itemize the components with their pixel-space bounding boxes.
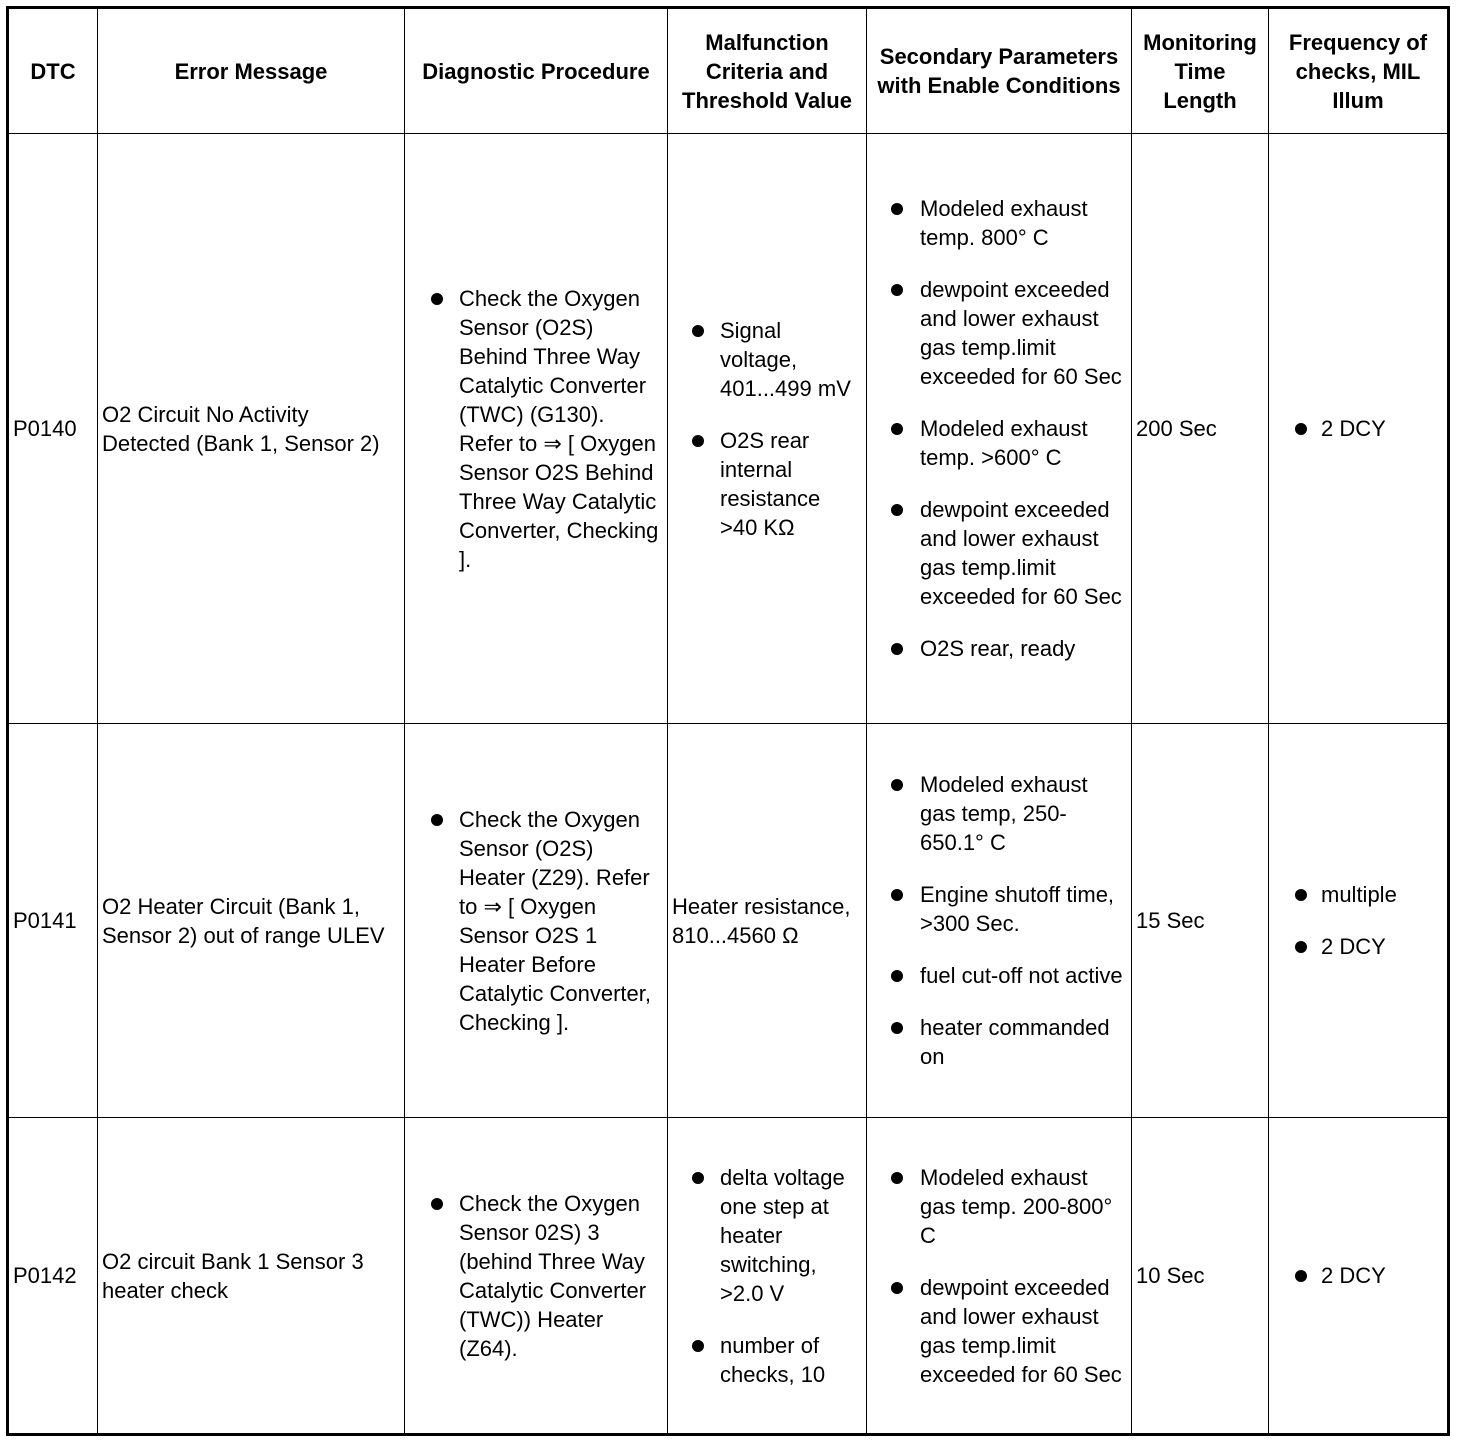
bullet-icon <box>891 423 903 435</box>
table-row <box>8 1118 1449 1435</box>
secondary-text: dewpoint exceeded and lower exhaust gas temp.limit exceeded for 60 Sec <box>920 1274 1122 1387</box>
frequency-cell <box>1269 134 1449 724</box>
secondary-item <box>871 194 1127 252</box>
table-wrapper <box>6 6 1450 1436</box>
bullet-icon <box>891 1282 903 1294</box>
frequency-cell <box>1269 724 1449 1118</box>
diagnostic-procedure-cell <box>405 1118 668 1435</box>
error-message: O2 Heater Circuit (Bank 1, Sensor 2) out of range ULEV <box>98 724 405 1118</box>
diagnostic-procedure-cell <box>405 134 668 724</box>
procedure-item <box>409 805 663 1037</box>
bullet-icon <box>891 779 903 791</box>
frequency-text: 2 DCY <box>1321 934 1386 959</box>
procedure-item <box>409 1189 663 1363</box>
secondary-text: heater commanded on <box>920 1015 1110 1069</box>
dtc-code: P0142 <box>8 1118 98 1435</box>
frequency-text: 2 DCY <box>1321 1263 1386 1288</box>
bullet-icon <box>431 1198 443 1210</box>
secondary-item <box>871 1163 1127 1250</box>
frequency-cell <box>1269 1118 1449 1435</box>
secondary-parameters-cell <box>867 1118 1132 1435</box>
bullet-icon <box>891 284 903 296</box>
bullet-icon <box>891 1022 903 1034</box>
secondary-parameters-cell <box>867 724 1132 1118</box>
secondary-text: dewpoint exceeded and lower exhaust gas temp.limit exceeded for 60 Sec <box>920 497 1122 609</box>
secondary-parameters-cell <box>867 134 1132 724</box>
bullet-icon <box>692 435 704 447</box>
secondary-item <box>871 770 1127 857</box>
secondary-text: dewpoint exceeded and lower exhaust gas temp.limit exceeded for 60 Sec <box>920 277 1122 389</box>
header-secondary-parameters: Secondary Parameters with Enable Conditions <box>867 8 1132 134</box>
secondary-text: Modeled exhaust temp. 800° C <box>920 196 1088 250</box>
bullet-icon <box>891 203 903 215</box>
secondary-item <box>871 634 1127 663</box>
malfunction-criteria-cell <box>668 1118 867 1435</box>
procedure-text: Check the Oxygen Sensor (O2S) Behind Three Way Catalytic Converter (TWC) (G130). Refer to ⇒ [ Oxygen Sensor O2S Behind Three Way Catalytic Converter, Checking ]. <box>459 285 659 572</box>
malfunction-criteria-cell: Heater resistance, 810...4560 Ω <box>668 724 867 1118</box>
monitoring-time: 10 Sec <box>1132 1118 1269 1435</box>
table-row <box>8 134 1449 724</box>
frequency-item <box>1273 1261 1443 1290</box>
table-row <box>8 724 1449 1118</box>
header-dtc: DTC <box>8 8 98 134</box>
criteria-item <box>672 1331 862 1389</box>
bullet-icon <box>1295 1270 1307 1282</box>
secondary-text: Engine shutoff time, >300 Sec. <box>920 882 1115 936</box>
frequency-item <box>1273 880 1443 909</box>
error-message: O2 circuit Bank 1 Sensor 3 heater check <box>98 1118 405 1435</box>
bullet-icon <box>891 504 903 516</box>
secondary-text: O2S rear, ready <box>920 636 1076 661</box>
procedure-item <box>409 284 663 574</box>
criteria-item <box>672 316 862 403</box>
header-diagnostic-procedure: Diagnostic Procedure <box>405 8 668 134</box>
header-frequency: Frequency of checks, MIL Illum <box>1269 8 1449 134</box>
diagnostic-procedure-cell <box>405 724 668 1118</box>
header-error-message: Error Message <box>98 8 405 134</box>
procedure-text: Check the Oxygen Sensor 02S) 3 (behind Three Way Catalytic Converter (TWC)) Heater (Z64). <box>459 1190 647 1361</box>
frequency-item <box>1273 414 1443 443</box>
bullet-icon <box>891 1172 903 1184</box>
bullet-icon <box>431 293 443 305</box>
procedure-text: Check the Oxygen Sensor (O2S) Heater (Z29). Refer to ⇒ [ Oxygen Sensor O2S 1 Heater Before Catalytic Converter, Checking ]. <box>459 806 651 1035</box>
secondary-text: Modeled exhaust temp. >600° C <box>920 416 1088 470</box>
secondary-text: Modeled exhaust gas temp, 250-650.1° C <box>920 772 1088 855</box>
secondary-item <box>871 1273 1127 1389</box>
secondary-item <box>871 961 1127 990</box>
criteria-item <box>672 426 862 542</box>
frequency-item <box>1273 932 1443 961</box>
dtc-code: P0141 <box>8 724 98 1118</box>
secondary-item <box>871 275 1127 391</box>
header-malfunction-criteria: Malfunction Criteria and Threshold Value <box>668 8 867 134</box>
monitoring-time: 200 Sec <box>1132 134 1269 724</box>
frequency-text: multiple <box>1321 882 1397 907</box>
error-message: O2 Circuit No Activity Detected (Bank 1, Sensor 2) <box>98 134 405 724</box>
header-monitoring-time: Monitoring Time Length <box>1132 8 1269 134</box>
dtc-code: P0140 <box>8 134 98 724</box>
secondary-item <box>871 495 1127 611</box>
secondary-text: fuel cut-off not active <box>920 963 1123 988</box>
monitoring-time: 15 Sec <box>1132 724 1269 1118</box>
bullet-icon <box>1295 423 1307 435</box>
frequency-text: 2 DCY <box>1321 416 1386 441</box>
bullet-icon <box>891 889 903 901</box>
bullet-icon <box>891 643 903 655</box>
bullet-icon <box>891 970 903 982</box>
header-row <box>8 8 1449 134</box>
secondary-item <box>871 880 1127 938</box>
bullet-icon <box>1295 941 1307 953</box>
bullet-icon <box>692 1340 704 1352</box>
criteria-text: delta voltage one step at heater switching, >2.0 V <box>720 1164 845 1306</box>
criteria-text: O2S rear internal resistance >40 KΩ <box>720 427 821 540</box>
criteria-text: Signal voltage, 401...499 mV <box>720 317 851 401</box>
bullet-icon <box>692 325 704 337</box>
secondary-text: Modeled exhaust gas temp. 200-800° C <box>920 1164 1113 1248</box>
criteria-text: number of checks, 10 <box>720 1332 826 1387</box>
malfunction-criteria-cell <box>668 134 867 724</box>
bullet-icon <box>692 1172 704 1184</box>
secondary-item <box>871 414 1127 472</box>
dtc-table <box>6 6 1450 1436</box>
secondary-item <box>871 1013 1127 1071</box>
bullet-icon <box>431 814 443 826</box>
criteria-item <box>672 1163 862 1308</box>
bullet-icon <box>1295 889 1307 901</box>
